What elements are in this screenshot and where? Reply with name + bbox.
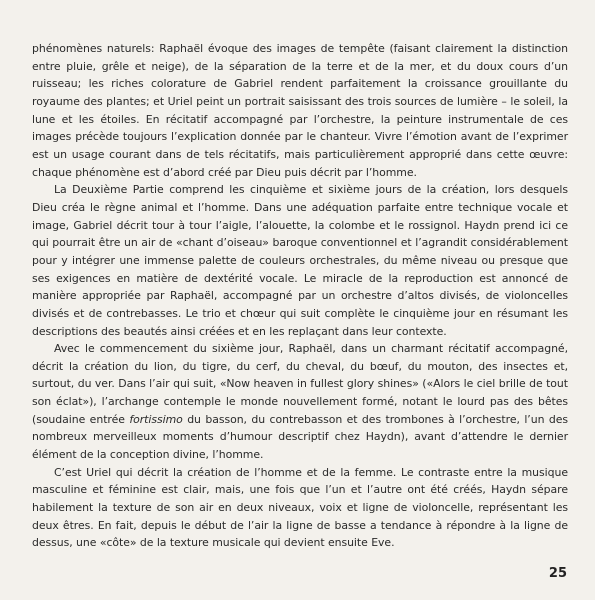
paragraph-3 — [32, 340, 568, 464]
body-text — [32, 40, 568, 552]
paragraph-text: Avec le commencement du sixième jour, Raphaël, dans un charmant récitatif accompagné, décrit la création du lion, du tigre, du cerf, du cheval, du bœuf, du mouton, des insectes et, surtout, du ver. Dans l’air qui suit, «Now heaven in fullest glory shines» («Alors le ciel brille de tout son éclat»), l’archange contemple le monde nouvellement formé, notant le lourd pas des bêtes (soudaine entrée — [32, 342, 568, 426]
paragraph-2 — [32, 181, 568, 340]
paragraph-4 — [32, 464, 568, 552]
paragraph-text: C’est Uriel qui décrit la création de l’homme et de la femme. Le contraste entre la musique masculine et féminine est clair, mais, une fois que l’un et l’autre ont été créés, Haydn sépare habilement la texture de son air en deux niveaux, voix et ligne de violoncelle, représentant les deux êtres. En fait, depuis le début de l’air la ligne de basse a tendance à répondre à la ligne de dessus, une «côte» de la texture musicale qui devient ensuite Eve. — [32, 465, 568, 550]
paragraph-text: phénomènes naturels: Raphaël évoque des images de tempête (faisant clairement la distinction entre pluie, grêle et neige), de la séparation de la terre et de la mer, et du doux cours d’un ruisseau; les riches colorature de Gabriel rendent parfaitement la croissance grouillante du royaume des plantes; et Uriel peint un portrait saisissant des trois sources de lumière – le soleil, la lune et les étoiles. En récitatif accompagné par l’orchestre, la peinture instrumentale de ces images précède toujours l’explication donnée par le chanteur. Vivre l’émotion avant de l’exprimer est un usage courant dans de tels récitatifs, mais particulièrement approprié dans cette œuvre: chaque phénomène est d’abord créé par Dieu puis décrit par l’homme. — [32, 42, 568, 179]
page-number: 25 — [548, 566, 567, 581]
italic-term: fortissimo — [129, 412, 183, 426]
paragraph-text: La Deuxième Partie comprend les cinquième et sixième jours de la création, lors desquels Dieu créa le règne animal et l’homme. Dans une adéquation parfaite entre technique vocale et image, Gabriel décrit tour à tour l’aigle, l’alouette, la colombe et le rossignol. Haydn prend ici ce qui pourrait être un air de «chant d’oiseau» baroque conventionnel et l’agrandit considérablement pour y intégrer une immense palette de couleurs orchestrales, du même niveau ou presque que ses exigences en matière de dextérité vocale. Le miracle de la reproduction est annoncé de manière appropriée par Raphaël, accompagné par un orchestre d’altos divisés, de violoncelles divisés et de contrebasses. Le trio et chœur qui suit complète le cinquième jour en résumant les descriptions des beautés ainsi créées et en les replaçant dans leur contexte. — [32, 183, 568, 338]
paragraph-1 — [32, 40, 568, 181]
paragraph-text: du basson, du contrebasson et des trombones à l’orchestre, l’un des nombreux merveilleux moments d’humour descriptif chez Haydn), avant d’attendre le dernier élément de la conception divine, l’homme. — [32, 412, 568, 462]
